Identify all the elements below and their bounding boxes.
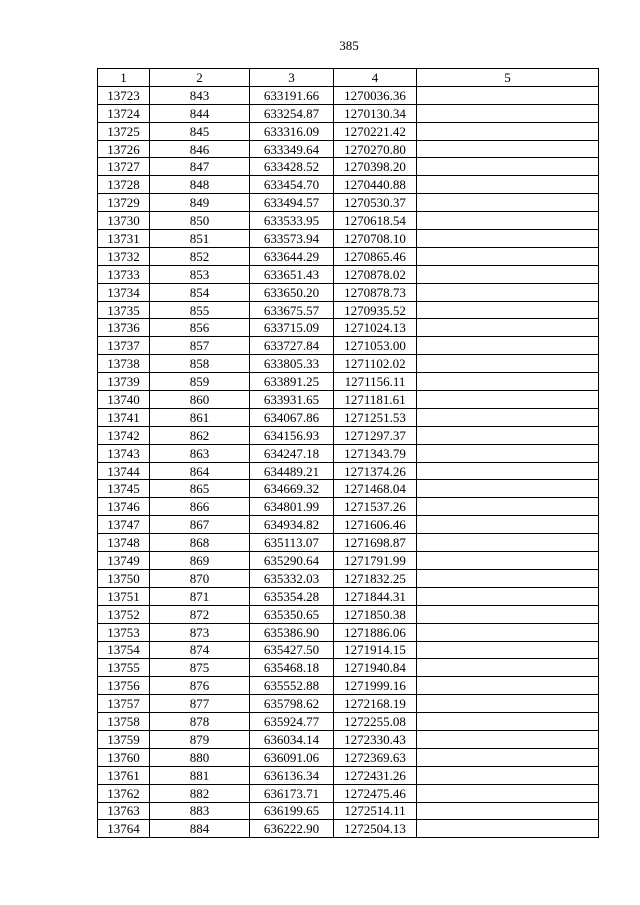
cell-note	[417, 86, 599, 104]
cell-note	[417, 677, 599, 695]
cell-y: 1271297.37	[334, 426, 417, 444]
cell-x: 634489.21	[250, 462, 334, 480]
cell-y: 1272330.43	[334, 730, 417, 748]
cell-y: 1272255.08	[334, 713, 417, 731]
cell-note	[417, 176, 599, 194]
cell-note	[417, 802, 599, 820]
cell-y: 1271844.31	[334, 587, 417, 605]
cell-x: 636199.65	[250, 802, 334, 820]
cell-id: 13739	[98, 373, 150, 391]
cell-id: 13762	[98, 784, 150, 802]
cell-x: 635798.62	[250, 695, 334, 713]
cell-x: 633651.43	[250, 265, 334, 283]
cell-point: 863	[150, 444, 250, 462]
cell-id: 13728	[98, 176, 150, 194]
cell-y: 1271914.15	[334, 641, 417, 659]
table-row	[98, 569, 599, 587]
cell-y: 1271053.00	[334, 337, 417, 355]
cell-point: 877	[150, 695, 250, 713]
cell-id: 13740	[98, 391, 150, 409]
cell-y: 1270530.37	[334, 194, 417, 212]
table-row	[98, 408, 599, 426]
cell-y: 1272475.46	[334, 784, 417, 802]
cell-id: 13745	[98, 480, 150, 498]
page-number: 385	[339, 38, 359, 53]
cell-point: 860	[150, 391, 250, 409]
cell-y: 1270878.02	[334, 265, 417, 283]
cell-point: 882	[150, 784, 250, 802]
cell-id: 13753	[98, 623, 150, 641]
cell-point: 850	[150, 212, 250, 230]
cell-note	[417, 784, 599, 802]
cell-note	[417, 122, 599, 140]
cell-point: 855	[150, 301, 250, 319]
cell-id: 13733	[98, 265, 150, 283]
cell-note	[417, 319, 599, 337]
cell-point: 849	[150, 194, 250, 212]
cell-x: 635290.64	[250, 552, 334, 570]
cell-y: 1270036.36	[334, 86, 417, 104]
cell-id: 13743	[98, 444, 150, 462]
cell-note	[417, 140, 599, 158]
cell-id: 13742	[98, 426, 150, 444]
cell-note	[417, 444, 599, 462]
cell-id: 13747	[98, 516, 150, 534]
cell-y: 1271999.16	[334, 677, 417, 695]
table-row	[98, 247, 599, 265]
cell-point: 876	[150, 677, 250, 695]
cell-x: 633727.84	[250, 337, 334, 355]
table-row	[98, 784, 599, 802]
cell-x: 634934.82	[250, 516, 334, 534]
cell-id: 13735	[98, 301, 150, 319]
table-row	[98, 337, 599, 355]
cell-point: 843	[150, 86, 250, 104]
cell-point: 870	[150, 569, 250, 587]
cell-x: 635350.65	[250, 605, 334, 623]
cell-id: 13737	[98, 337, 150, 355]
cell-x: 635427.50	[250, 641, 334, 659]
cell-y: 1270708.10	[334, 230, 417, 248]
table-row	[98, 176, 599, 194]
cell-y: 1271156.11	[334, 373, 417, 391]
cell-point: 854	[150, 283, 250, 301]
table-row	[98, 319, 599, 337]
cell-point: 871	[150, 587, 250, 605]
cell-note	[417, 391, 599, 409]
table-header-row	[98, 69, 599, 87]
cell-note	[417, 426, 599, 444]
cell-point: 875	[150, 659, 250, 677]
table-row	[98, 587, 599, 605]
cell-x: 636222.90	[250, 820, 334, 838]
cell-note	[417, 695, 599, 713]
cell-x: 634801.99	[250, 498, 334, 516]
cell-note	[417, 587, 599, 605]
cell-y: 1271468.04	[334, 480, 417, 498]
cell-note	[417, 462, 599, 480]
cell-y: 1270221.42	[334, 122, 417, 140]
cell-point: 846	[150, 140, 250, 158]
cell-x: 633573.94	[250, 230, 334, 248]
cell-point: 883	[150, 802, 250, 820]
cell-note	[417, 820, 599, 838]
cell-note	[417, 569, 599, 587]
cell-note	[417, 498, 599, 516]
cell-point: 861	[150, 408, 250, 426]
table-row	[98, 283, 599, 301]
cell-x: 635924.77	[250, 713, 334, 731]
cell-x: 633675.57	[250, 301, 334, 319]
table-row	[98, 462, 599, 480]
cell-y: 1271374.26	[334, 462, 417, 480]
cell-x: 633316.09	[250, 122, 334, 140]
cell-point: 859	[150, 373, 250, 391]
cell-y: 1271251.53	[334, 408, 417, 426]
cell-y: 1272431.26	[334, 766, 417, 784]
column-header-4: 4	[334, 69, 417, 87]
cell-note	[417, 355, 599, 373]
table-row	[98, 122, 599, 140]
table-row	[98, 498, 599, 516]
table-row	[98, 766, 599, 784]
cell-x: 633454.70	[250, 176, 334, 194]
cell-y: 1272168.19	[334, 695, 417, 713]
cell-id: 13723	[98, 86, 150, 104]
cell-x: 635552.88	[250, 677, 334, 695]
cell-id: 13731	[98, 230, 150, 248]
cell-id: 13734	[98, 283, 150, 301]
cell-id: 13764	[98, 820, 150, 838]
cell-x: 635354.28	[250, 587, 334, 605]
cell-point: 862	[150, 426, 250, 444]
cell-id: 13761	[98, 766, 150, 784]
cell-note	[417, 552, 599, 570]
cell-y: 1271698.87	[334, 534, 417, 552]
cell-id: 13724	[98, 104, 150, 122]
cell-note	[417, 408, 599, 426]
cell-y: 1270270.80	[334, 140, 417, 158]
table-row	[98, 677, 599, 695]
cell-y: 1270878.73	[334, 283, 417, 301]
cell-y: 1270865.46	[334, 247, 417, 265]
cell-y: 1271537.26	[334, 498, 417, 516]
cell-y: 1270440.88	[334, 176, 417, 194]
cell-y: 1271181.61	[334, 391, 417, 409]
cell-point: 874	[150, 641, 250, 659]
table-row	[98, 605, 599, 623]
cell-y: 1272514.11	[334, 802, 417, 820]
cell-note	[417, 373, 599, 391]
cell-id: 13732	[98, 247, 150, 265]
cell-x: 635386.90	[250, 623, 334, 641]
cell-id: 13744	[98, 462, 150, 480]
cell-y: 1270398.20	[334, 158, 417, 176]
cell-id: 13727	[98, 158, 150, 176]
cell-point: 858	[150, 355, 250, 373]
cell-id: 13730	[98, 212, 150, 230]
column-header-5: 5	[417, 69, 599, 87]
cell-x: 636034.14	[250, 730, 334, 748]
cell-y: 1270935.52	[334, 301, 417, 319]
cell-point: 868	[150, 534, 250, 552]
cell-point: 852	[150, 247, 250, 265]
cell-point: 844	[150, 104, 250, 122]
cell-point: 845	[150, 122, 250, 140]
cell-x: 633349.64	[250, 140, 334, 158]
table-row	[98, 212, 599, 230]
table-row	[98, 230, 599, 248]
table-row	[98, 480, 599, 498]
cell-point: 866	[150, 498, 250, 516]
table-row	[98, 301, 599, 319]
cell-point: 872	[150, 605, 250, 623]
cell-point: 856	[150, 319, 250, 337]
cell-note	[417, 212, 599, 230]
cell-note	[417, 730, 599, 748]
table-row	[98, 623, 599, 641]
cell-note	[417, 230, 599, 248]
cell-x: 633715.09	[250, 319, 334, 337]
cell-x: 633494.57	[250, 194, 334, 212]
cell-y: 1272369.63	[334, 748, 417, 766]
cell-y: 1270130.34	[334, 104, 417, 122]
cell-note	[417, 247, 599, 265]
cell-note	[417, 480, 599, 498]
cell-note	[417, 283, 599, 301]
table-row	[98, 444, 599, 462]
cell-y: 1271791.99	[334, 552, 417, 570]
coordinates-table	[97, 68, 599, 838]
cell-x: 634247.18	[250, 444, 334, 462]
cell-point: 881	[150, 766, 250, 784]
cell-point: 878	[150, 713, 250, 731]
cell-point: 848	[150, 176, 250, 194]
cell-y: 1271102.02	[334, 355, 417, 373]
cell-point: 865	[150, 480, 250, 498]
cell-y: 1271606.46	[334, 516, 417, 534]
cell-note	[417, 534, 599, 552]
cell-x: 633533.95	[250, 212, 334, 230]
cell-x: 636173.71	[250, 784, 334, 802]
cell-note	[417, 337, 599, 355]
cell-point: 867	[150, 516, 250, 534]
cell-point: 847	[150, 158, 250, 176]
cell-x: 633931.65	[250, 391, 334, 409]
cell-note	[417, 158, 599, 176]
cell-point: 864	[150, 462, 250, 480]
cell-id: 13751	[98, 587, 150, 605]
cell-x: 634156.93	[250, 426, 334, 444]
column-header-3: 3	[250, 69, 334, 87]
cell-id: 13759	[98, 730, 150, 748]
cell-y: 1271024.13	[334, 319, 417, 337]
cell-x: 633805.33	[250, 355, 334, 373]
cell-y: 1271832.25	[334, 569, 417, 587]
cell-note	[417, 104, 599, 122]
table-row	[98, 552, 599, 570]
cell-point: 851	[150, 230, 250, 248]
cell-id: 13741	[98, 408, 150, 426]
table-row	[98, 730, 599, 748]
cell-id: 13760	[98, 748, 150, 766]
cell-note	[417, 766, 599, 784]
cell-y: 1270618.54	[334, 212, 417, 230]
table-row	[98, 158, 599, 176]
cell-y: 1271940.84	[334, 659, 417, 677]
cell-x: 636136.34	[250, 766, 334, 784]
cell-id: 13755	[98, 659, 150, 677]
column-header-2: 2	[150, 69, 250, 87]
cell-y: 1271343.79	[334, 444, 417, 462]
cell-y: 1271850.38	[334, 605, 417, 623]
cell-note	[417, 265, 599, 283]
cell-x: 635468.18	[250, 659, 334, 677]
cell-id: 13756	[98, 677, 150, 695]
cell-point: 857	[150, 337, 250, 355]
table-row	[98, 355, 599, 373]
table-row	[98, 426, 599, 444]
table-row	[98, 265, 599, 283]
cell-x: 633191.66	[250, 86, 334, 104]
cell-x: 634669.32	[250, 480, 334, 498]
cell-note	[417, 194, 599, 212]
cell-x: 633254.87	[250, 104, 334, 122]
table-row	[98, 104, 599, 122]
table-row	[98, 391, 599, 409]
table-body	[98, 86, 599, 837]
cell-id: 13725	[98, 122, 150, 140]
cell-note	[417, 641, 599, 659]
table-row	[98, 820, 599, 838]
table-row	[98, 659, 599, 677]
cell-id: 13750	[98, 569, 150, 587]
cell-x: 636091.06	[250, 748, 334, 766]
cell-point: 873	[150, 623, 250, 641]
cell-id: 13758	[98, 713, 150, 731]
cell-y: 1271886.06	[334, 623, 417, 641]
cell-y: 1272504.13	[334, 820, 417, 838]
cell-id: 13754	[98, 641, 150, 659]
table-row	[98, 140, 599, 158]
table-row	[98, 713, 599, 731]
table-row	[98, 802, 599, 820]
cell-x: 635332.03	[250, 569, 334, 587]
table-row	[98, 194, 599, 212]
cell-x: 634067.86	[250, 408, 334, 426]
table-row	[98, 695, 599, 713]
cell-point: 880	[150, 748, 250, 766]
column-header-1: 1	[98, 69, 150, 87]
cell-id: 13749	[98, 552, 150, 570]
cell-id: 13746	[98, 498, 150, 516]
cell-note	[417, 713, 599, 731]
cell-x: 633644.29	[250, 247, 334, 265]
cell-id: 13763	[98, 802, 150, 820]
cell-note	[417, 748, 599, 766]
cell-note	[417, 605, 599, 623]
cell-note	[417, 659, 599, 677]
cell-note	[417, 623, 599, 641]
cell-point: 853	[150, 265, 250, 283]
table-row	[98, 516, 599, 534]
table-row	[98, 534, 599, 552]
cell-x: 633891.25	[250, 373, 334, 391]
table-row	[98, 373, 599, 391]
cell-id: 13736	[98, 319, 150, 337]
cell-point: 869	[150, 552, 250, 570]
table-row	[98, 748, 599, 766]
cell-point: 879	[150, 730, 250, 748]
table-row	[98, 86, 599, 104]
cell-note	[417, 516, 599, 534]
cell-id: 13729	[98, 194, 150, 212]
cell-point: 884	[150, 820, 250, 838]
cell-id: 13726	[98, 140, 150, 158]
cell-x: 633428.52	[250, 158, 334, 176]
cell-id: 13757	[98, 695, 150, 713]
cell-x: 635113.07	[250, 534, 334, 552]
cell-id: 13738	[98, 355, 150, 373]
cell-id: 13752	[98, 605, 150, 623]
table-row	[98, 641, 599, 659]
cell-x: 633650.20	[250, 283, 334, 301]
cell-note	[417, 301, 599, 319]
cell-id: 13748	[98, 534, 150, 552]
